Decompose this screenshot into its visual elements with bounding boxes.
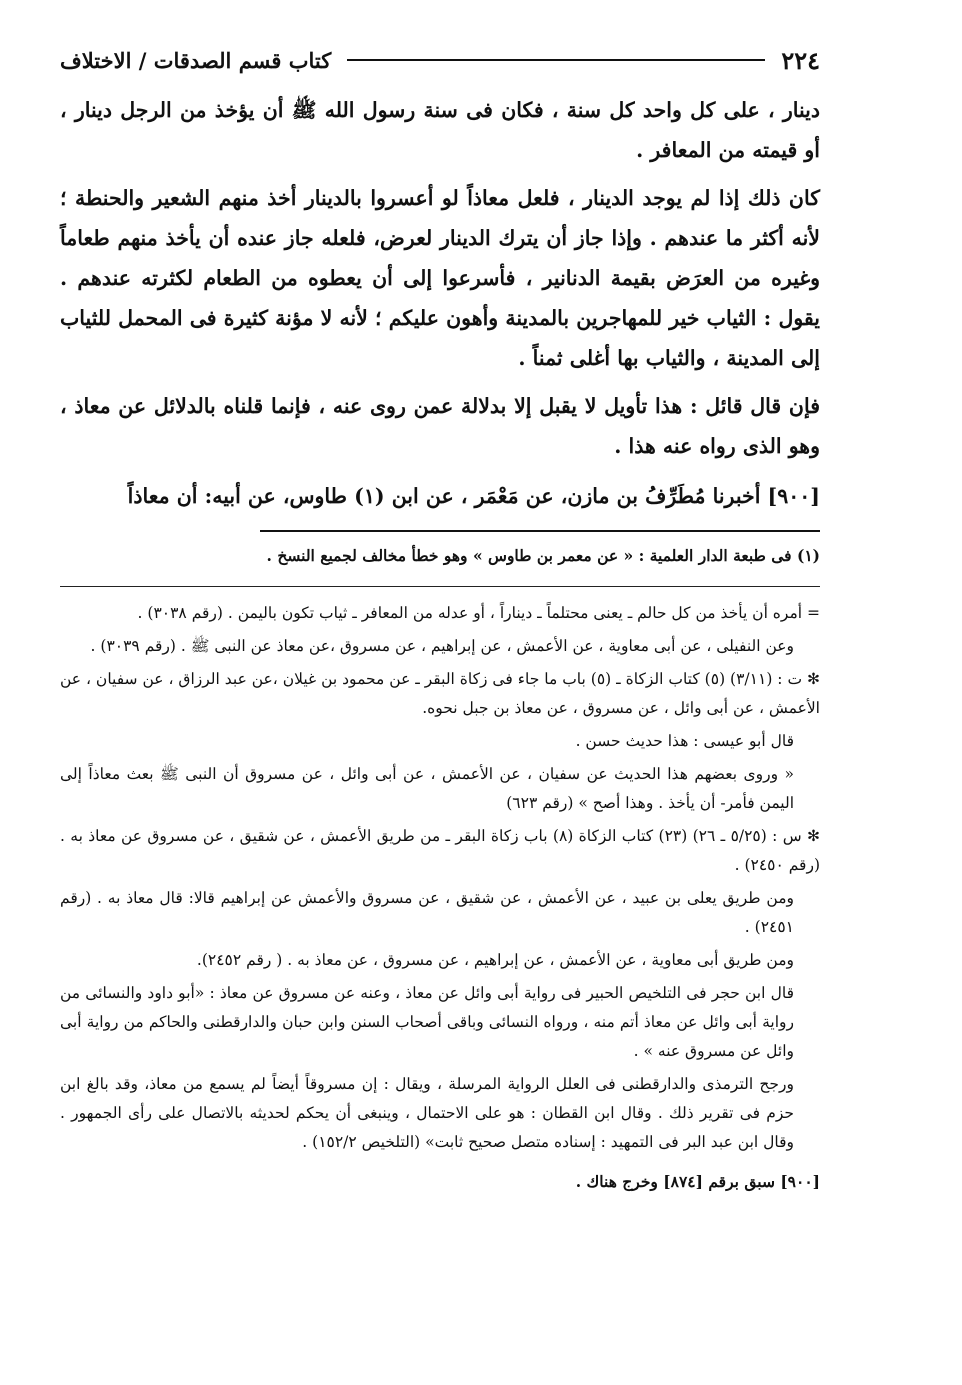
note-item: قال ابن حجر فى التلخيص الحبير فى رواية أبى وائل عن معاذ ، وعنه عن مسروق عن معاذ : «أبو داود والنسائى من رواية أبى وائل عن معاذ أتم منه ، ورواه النسائى وباقى أصحاب السنن وابن حبان والدارقطنى والحاكم من رواية أبى وائل عن مسروق عنه » .	[60, 984, 794, 1060]
footnote-1: (١) فى طبعة الدار العلمية : « عن معمر بن طاوس » وهو خطأ مخالف لجميع النسخ .	[266, 546, 820, 565]
note-item: ورجح الترمذى والدارقطنى فى العلل الرواية المرسلة ، ويقال : إن مسروقاً أيضاً لم يسمع من معاذ، وقد بالغ ابن حزم فى تقرير ذلك . وقال ابن القطان : هو على الاحتمال ، وينبغى أن يحكم لحديثه بالاتصال على رأى الجمهور . وقال ابن عبد البر فى التمهيد : إسناده متصل صحيح ثابت» (التلخيص ١٥٢/٢) .	[60, 1075, 794, 1151]
note-item: ومن طريق أبى معاوية ، عن الأعمش ، عن إبراهيم ، عن مسروق ، عن معاذ به . ( رقم ٢٤٥٢).	[196, 951, 794, 969]
running-title: كتاب قسم الصدقات / الاختلاف	[60, 47, 332, 73]
note-item: ومن طريق يعلى بن عبيد ، عن الأعمش ، عن شقيق ، عن مسروق والأعمش عن إبراهيم قالا: قال معاذ به . (رقم ٢٤٥١) .	[60, 889, 794, 936]
takhrij-notes	[60, 599, 820, 1196]
hadith-900	[60, 476, 820, 516]
paragraph-2: كان ذلك إذا لم يوجد الدينار ، فلعل معاذاً لو أعسروا بالدينار أخذ منهم الشعير والحنطة ؛ لأنه أكثر ما عندهم . وإذا جاز أن يترك الدينار لعرض، فلعله جاز عنده أن يأخذ منهم طعاماً وغيره من العرَض بقيمة الدنانير ، فأسرعوا إلى أن يعطوه من الطعام لكثرته عندهم . يقول : الثياب خير للمهاجرين بالمدينة وأهون عليكم ؛ لأنه لا مؤنة كثيرة فى المحمل للثياب إلى المدينة ، والثياب بها أغلى ثمناً .	[60, 186, 820, 370]
end-note: [٩٠٠] سبق برقم [٨٧٤] وخرج هناك .	[575, 1172, 820, 1191]
footnote-separator	[260, 530, 820, 532]
notes-separator	[60, 586, 820, 587]
note-item: قال أبو عيسى : هذا حديث حسن .	[575, 732, 794, 750]
paragraph-1: دينار ، على كل واحد كل سنة ، فكان فى سنة رسول الله ﷺ أن يؤخذ من الرجل دينار ، أو قيمته من المعافر .	[60, 98, 820, 162]
paragraph-3: فإن قال قائل : هذا تأويل لا يقبل إلا بدلالة عمن روى عنه ، فإنما قلناه بالدلائل عن معاذ ، وهو الذى رواه عنه هذا .	[60, 394, 820, 458]
note-item: ✻ س : (٥/٢٥ ـ ٢٦) (٢٣) كتاب الزكاة (٨) باب زكاة البقر ـ من طريق الأعمش ، عن شقيق ، عن مسروق عن معاذ به . (رقم ٢٤٥٠) .	[60, 827, 820, 874]
note-item: = أمره أن يأخذ من كل حالم ـ يعنى محتلماً ـ ديناراً ، أو عدله من المعافر ـ ثياب تكون باليمن . (رقم ٣٠٣٨) .	[137, 604, 820, 622]
note-item: « وروى بعضهم هذا الحديث عن سفيان ، عن الأعمش ، عن أبى وائل ، عن مسروق أن النبى ﷺ بعث معاذاً إلى اليمن فأمر- أن يأخذ . وهذا أصح » (رقم ٦٢٣)	[60, 765, 794, 812]
note-item: ✻ ت : (٣/١١) (٥) كتاب الزكاة ـ (٥) باب ما جاء فى زكاة البقر ـ عن محمود بن غيلان ،عن عبد الرزاق ، عن سفيان ، عن الأعمش ، عن أبى وائل ، عن مسروق ، عن معاذ بن جبل نحوه.	[60, 670, 820, 717]
hadith-number: [٩٠٠]	[767, 484, 820, 508]
main-text	[60, 90, 820, 516]
running-head	[60, 30, 820, 90]
page	[60, 30, 820, 1200]
page-number: ٢٢٤	[781, 45, 820, 75]
note-item: وعن النفيلى ، عن أبى معاوية ، عن الأعمش ، عن إبراهيم ، عن مسروق ،عن معاذ عن النبى ﷺ . (رقم ٣٠٣٩) .	[90, 637, 794, 655]
header-rule	[347, 59, 765, 61]
hadith-text: أخبرنا مُطَرِّفُ بن مازن، عن مَعْمَر ، عن ابن (١) طاوس، عن أبيه: أن معاذاً	[127, 484, 761, 508]
